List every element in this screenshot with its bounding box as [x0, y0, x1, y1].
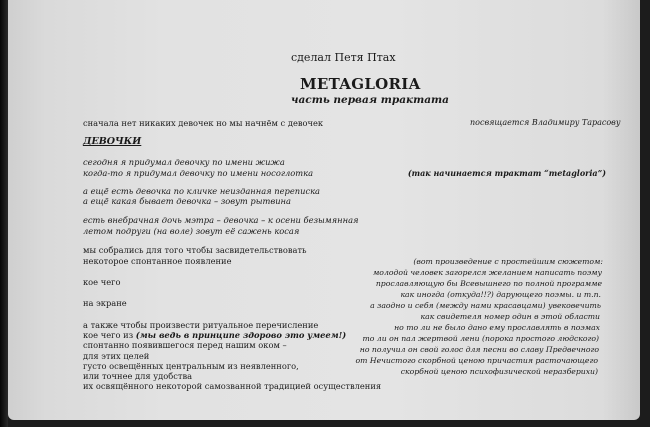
book-page	[8, 0, 640, 420]
poem-line: летом подруги (на воле) зовут её сажень косая	[83, 226, 300, 236]
commentary-line: (вот произведение с простейшим сюжетом:	[413, 257, 603, 266]
poem-line: сегодня я придумал девочку по имени жижа	[83, 157, 285, 167]
commentary-line: молодой человек загорелся желанием написать поэму	[372, 268, 602, 277]
intro-line: сначала нет никаких девочек но мы начнём с девочек	[83, 118, 324, 128]
commentary-line: как иногда (откуда!!?) дарующего поэмы. и т.п.	[400, 290, 601, 299]
poem-line: кое чего	[83, 277, 121, 287]
commentary-line: от Нечистого скорбной ценою причастия расточающего	[355, 356, 598, 365]
poem-line: для этих целей	[83, 351, 150, 361]
author-line: сделал Петя Птах	[291, 51, 396, 64]
poem-line: а ещё какая бывает девочка – зовут рытвина	[83, 196, 291, 206]
page-title: METAGLORIA	[300, 75, 421, 93]
commentary-line: как свидетеля номер один в этой области	[420, 312, 600, 321]
commentary-line: скорбной ценою психофизической неразберихи)	[400, 367, 598, 376]
poem-line: мы собрались для того чтобы засвидетельствовать	[83, 245, 307, 255]
poem-line: а также чтобы произвести ритуальное перечисление	[83, 320, 319, 330]
poem-line: а ещё есть девочка по кличке неизданная переписка	[83, 186, 321, 196]
poem-line: их освящённого некоторой самозванной традицией осуществления	[83, 381, 382, 391]
poem-line: есть внебрачная дочь мэтра – девочка – к осени безымянная	[83, 215, 359, 225]
section-heading: ДЕВОЧКИ	[83, 136, 142, 147]
side-note: (так начинается трактат “metagloria”)	[407, 168, 606, 178]
poem-line-aside: (мы ведь в принципе здорово это умеем!)	[135, 330, 347, 340]
commentary-line: прославляющую бы Всевышнего по полной программе	[375, 279, 602, 288]
poem-line: на экране	[83, 298, 127, 308]
dedication: посвящается Владимиру Тарасову	[470, 118, 621, 127]
poem-line: некоторое спонтанное появление	[83, 256, 232, 266]
commentary-line: но то ли не было дано ему прославлять в поэмах	[394, 323, 600, 332]
poem-line: когда-то я придумал девочку по имени носоглотка	[83, 168, 314, 178]
poem-line	[83, 330, 346, 340]
commentary-line: то ли он пал жертвой лени (порока простого людского)	[362, 334, 599, 343]
commentary-line: но получил он свой голос для песни во славу Предвечного	[359, 345, 599, 354]
poem-line: спонтанно появившегося перед нашим оком –	[83, 340, 287, 350]
book-spine-shadow	[0, 0, 8, 427]
poem-line-part: кое чего из	[83, 330, 136, 340]
commentary-line: а заодно и себя (между нами красавцами) увековечить	[370, 301, 601, 310]
poem-line: или точнее для удобства	[83, 371, 193, 381]
poem-line: густо освещённых центральным из неявленного,	[83, 361, 299, 371]
page-subtitle: часть первая трактата	[291, 94, 449, 106]
